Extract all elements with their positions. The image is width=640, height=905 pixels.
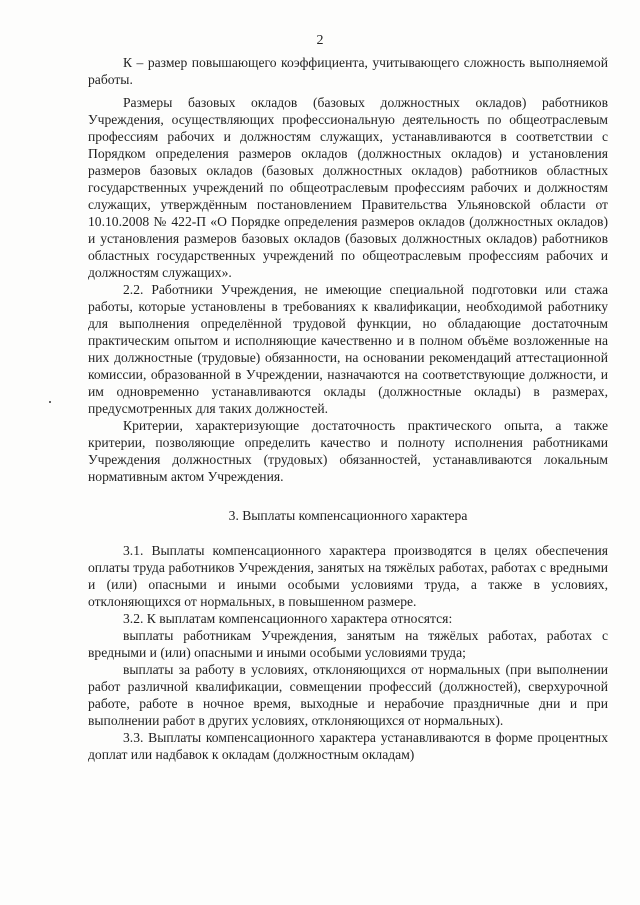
paragraph-3-3: 3.3. Выплаты компенсационного характера устанавливаются в форме процентных доплат или надбавок к окладам (должностным окладам)	[88, 730, 608, 762]
paragraph-abnormal-conditions-payments: выплаты за работу в условиях, отклоняющихся от нормальных (при выполнении работ различной квалификации, совмещении профессий (должностей), сверхурочной работе, работе в ночное время, выходные и нерабочие праздничные дни и при выполнении работ в других условиях, отклоняющихся от нормальных).	[88, 662, 608, 728]
paragraph-3-2: 3.2. К выплатам компенсационного характера относятся:	[123, 611, 453, 626]
paragraph-base-salaries: Размеры базовых окладов (базовых должностных окладов) работников Учреждения, осуществляющих профессиональную деятельность по общеотраслевым профессиям рабочих и должностям служащих, устанавливаются в соответствии с Порядком определения размеров окладов (должностных окладов) и установления размеров базовых окладов (базовых должностных окладов) работников областных государственных учреждений по общеотраслевым профессиям рабочих и должностям служащих, утверждённым постановлением Правительства Ульяновской области от 10.10.2008 № 422-П «О Порядке определения размеров окладов (должностных окладов) и установления размеров базовых окладов (базовых должностных окладов) работников областных государственных учреждений по общеотраслевым профессиям рабочих и должностям служащих».	[88, 95, 608, 280]
paragraph-coefficient-k: К – размер повышающего коэффициента, учитывающего сложность выполняемой работы.	[88, 55, 608, 87]
page-number: 2	[316, 33, 324, 48]
paragraph-2-2: 2.2. Работники Учреждения, не имеющие специальной подготовки или стажа работы, которые установлены в требованиях к квалификации, необходимой работнику для выполнения определённой трудовой функции, но обладающие достаточным практическим опытом и исполняющие качественно и в полном объёме возложенные на них должностные (трудовые) обязанности, на основании рекомендаций аттестационной комиссии, образованной в Учреждении, назначаются на соответствующие должности, и им одновременно устанавливаются оклады (должностные оклады) в размерах, предусмотренных для таких должностей.	[88, 282, 608, 416]
scan-speck	[49, 401, 51, 403]
section-heading: 3. Выплаты компенсационного характера	[228, 508, 468, 523]
paragraph-3-1: 3.1. Выплаты компенсационного характера производятся в целях обеспечения оплаты труда работников Учреждения, занятых на тяжёлых работах, работах с вредными и (или) опасными и иными особыми условиями труда, а также в условиях, отклоняющихся от нормальных, в повышенном размере.	[88, 543, 608, 609]
paragraph-hard-work-payments: выплаты работникам Учреждения, занятым на тяжёлых работах, работах с вредными и (или) опасными и иными особыми условиями труда;	[88, 628, 608, 660]
paragraph-criteria: Критерии, характеризующие достаточность практического опыта, а также критерии, позволяющие определить качество и полноту исполнения работниками Учреждения должностных (трудовых) обязанностей, устанавливаются локальным нормативным актом Учреждения.	[88, 418, 608, 484]
document-body	[88, 54, 608, 763]
